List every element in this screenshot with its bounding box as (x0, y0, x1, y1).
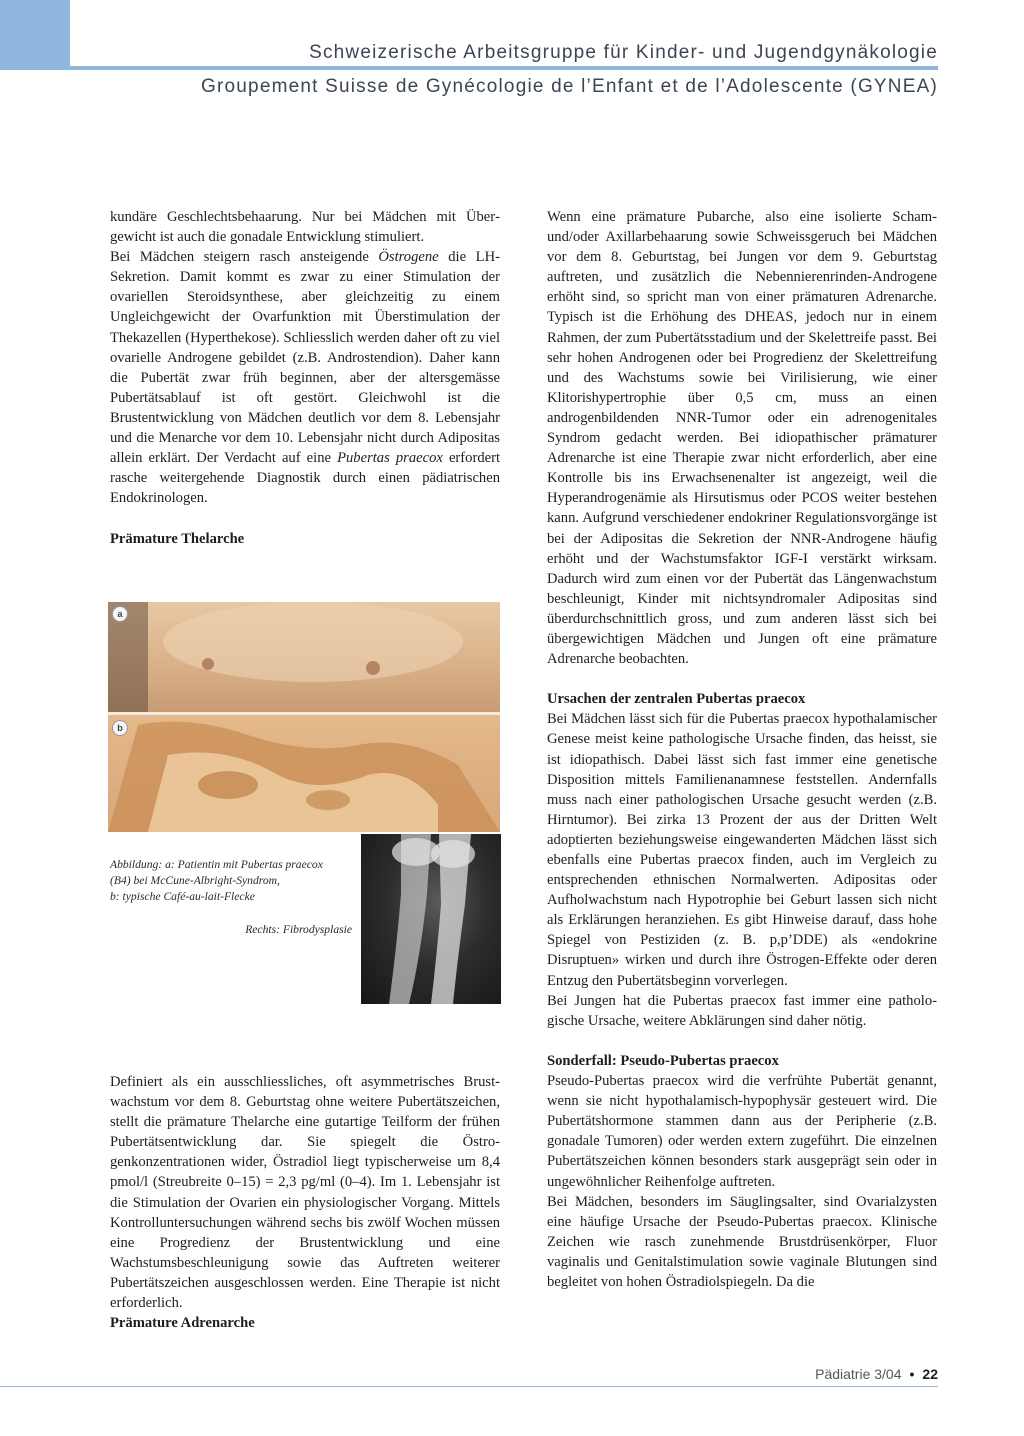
text-run: die LH-Sekretion. Damit kommt es zwar zu einer Stimulation der ovariellen Steroidsynthese, aber gleichzeitig zu einem Ungleichgewicht der Ovarfunktion mit Überstimulation der Thekazellen (Hyperthekose). Schliesslich werden daher oft zu viel ovarielle Androgene gebildet (z.B. Androstendion). Daher kann die Pubertät zwar früh beginnen, aber der altersgemässe Pubertätsablauf ist oft gestört. Gleichwohl ist die Brustentwicklung von Mädchen deutlich vor dem 8. Lebensjahr und die Menarche vor dem 10. Lebensjahr nicht durch Adipositas allein erklärt. Der Verdacht auf eine (110, 249, 500, 467)
caption-line: (B4) bei McCune-Albright-Syndrom, (110, 874, 280, 887)
photo-label-b: b (112, 720, 128, 736)
header-title-fr: Groupement Suisse de Gynécologie de l’Enfant et de l’Adolescente (GYNEA) (201, 76, 938, 97)
caption-line: b: typische Café-au-lait-Flecke (110, 890, 255, 903)
emphasis-term: Östrogene (378, 249, 439, 266)
photo-label-a: a (112, 606, 128, 622)
paragraph: Definiert als ein ausschliessliches, oft asymmetrisches Brustwachstum vor dem 8. Geburtstag ohne weitere Pubertätszeichen, stellt die prämature Thelarche eine gutartige Teilform der frühen Pubertätsentwicklung dar. Sie spiegelt die Östrogenkonzentrationen wider, Östradiol liegt typischerweise um 8,4 pmol/l (Streubreite 0–15) = 2,3 pg/ml (0–4). Im 1. Lebensjahr ist die Stimulation der Ovarien ein physiologischer Vorgang. Mittels Kontrolluntersuchungen während sechs bis zwölf Wochen müssen eine Progredienz der Brustentwicklung und eine Wachstumsbeschleunigung sowie das Auftreten weiterer Pubertätszeichen ausgeschlossen werden. Eine Therapie ist nicht erforderlich. (110, 1074, 500, 1312)
page-footer (815, 1366, 938, 1382)
section-heading: Ursachen der zentralen Pubertas praecox (547, 691, 806, 708)
xray-image (361, 834, 501, 1004)
cafe-au-lait-spots-illustration (108, 715, 500, 832)
text-run: erfordert rasche weitergehende Diagnostik durch einen pädiatrischen Endokrinologen. (110, 450, 501, 507)
torso-illustration (108, 602, 500, 712)
figure-caption (110, 857, 352, 905)
footer-bullet: • (909, 1366, 915, 1382)
paragraph: Bei Mädchen, besonders im Säuglingsalter, sind Ovarialzysten eine häufige Ursache der Pseudo-Pubertas praecox. Klinische Zeichen wie rasch zunehmende Brustdrüsenkörper, Fluor vaginalis und Genitalstimulation sowie vaginale Blutungen sind begleitet von hohen Östradiolspiegeln. Da die (547, 1193, 937, 1290)
text-run: Bei Mädchen steigern rasch ansteigende (110, 249, 379, 266)
footer-rule (0, 1386, 938, 1387)
patient-photo-b (108, 715, 500, 832)
page-number: 22 (922, 1366, 938, 1382)
paragraph: Bei Mädchen lässt sich für die Pubertas praecox hypothalamischer Genese meist keine pathologische Ursache finden, das heisst, sie ist idiopathisch. Dabei lässt sich fast immer eine genetische Disposition mittels Familienanamnese feststellen. Andernfalls muss nach einer pathologischen Ursache gesucht werden (z.B. Hirntumor). Bei zirka 13 Prozent der aus der Dritten Welt adoptierten beziehungsweise eingewanderten Mädchen lässt sich ebenfalls eine Pubertas praecox finden, auch im Vergleich zu entsprechenden ethnischen Normalwerten. Adipositas oder Aufholwachstum nach Hypotrophie bei Geburt lassen sich nicht als Erklärungen heranziehen. Es gibt Hinweise darauf, dass hohe Spiegel von Pestiziden (z. B. p,p’DDE) als «endokrine Disruptuen» wirken und durch ihre Östrogen-Effekte oder deren Entzug den Pubertätsbeginn vorverlegen. (547, 711, 937, 989)
section-heading: Prämature Adrenarche (110, 1315, 255, 1332)
right-column (547, 207, 937, 1292)
bone-xray-illustration (361, 834, 501, 1004)
header-rule (70, 66, 938, 70)
figure-caption-right: Rechts: Fibrodysplasie (245, 923, 352, 936)
corner-accent-block (0, 0, 70, 70)
section-heading: Sonderfall: Pseudo-Pubertas praecox (547, 1052, 779, 1069)
left-column-top (110, 207, 500, 549)
figure-photo (108, 602, 500, 832)
journal-issue: Pädiatrie 3/04 (815, 1366, 902, 1382)
header-title-de: Schweizerische Arbeitsgruppe für Kinder- und Jugendgynäkologie (309, 42, 938, 63)
patient-photo-a (108, 602, 500, 712)
paragraph: kundäre Geschlechtsbehaarung. Nur bei Mädchen mit Übergewicht ist auch die gonadale Entwicklung stimuliert. (110, 209, 500, 246)
paragraph (110, 247, 500, 508)
emphasis-term: Pubertas praecox (337, 450, 443, 467)
left-column-bottom (110, 1072, 500, 1333)
section-heading: Prämature Thelarche (110, 530, 245, 547)
paragraph: Pseudo-Pubertas praecox wird die verfrühte Pubertät genannt, wenn sie nicht hypothalamisch-hypophysär gesteuert wird. Die Pubertätshormone stammen dann aus der Peripherie (z.B. gonadale Tumoren) oder werden extern zugeführt. Die einzelnen Pubertätszeichen können besonders stark ausgeprägt sein oder in ungewöhnlicher Reihenfolge auftreten. (547, 1073, 937, 1190)
paragraph: Wenn eine prämature Pubarche, also eine isolierte Scham- und/oder Axillarbehaarung sowie Schweissgeruch bei Mädchen vor dem 8. Geburtstag, bei Jungen vor dem 9. Geburtstag auftreten, und zusätzlich die Nebennierenrinden-Androgene erhöht sind, so spricht man von einer prämaturen Adrenarche. Typisch ist die Erhöhung des DHEAS, jedoch nur in einem Rahmen, der zum Pubertätsstadium und der Skelettreife passt. Bei sehr hohen Androgenen oder bei Progredienz der Skelettreifung und des Wachstums sowie bei Virilisierung, wie einer Klitorishypertrophie über 0,5 cm, muss an einen androgenbildenden NNR-Tumor oder ein adrenogenitales Syndrom gedacht werden. Bei idiopathischer prämaturer Adrenarche ist eine Therapie zwar nicht erforderlich, aber eine Kontrolle bis ins Erwachsenenalter ist angezeigt, weil die Hyperandrogenämie als Hirsutismus oder PCOS weiter bestehen kann. Aufgrund verschiedener endokriner Regulationsvorgänge ist bei der Adipositas die Sekretion der NNR-Androgene häufig erhöht und der Wachstumsfaktor IGF-I verstärkt wirksam. Dadurch wird zum einen vor der Pubertät das Längenwachstum beschleunigt, Kinder mit nichtsyndromaler Adipositas sind überdurchschnittlich gross, und zum anderen lässt sich bei übergewichtigen Mädchen und Jungen oft eine prämature Adrenarche beobachten. (547, 209, 937, 668)
caption-line: Abbildung: a: Patientin mit Pubertas praecox (110, 858, 323, 871)
paragraph: Bei Jungen hat die Pubertas praecox fast immer eine pathologische Ursache, weitere Abklärungen sind daher nötig. (547, 992, 937, 1029)
